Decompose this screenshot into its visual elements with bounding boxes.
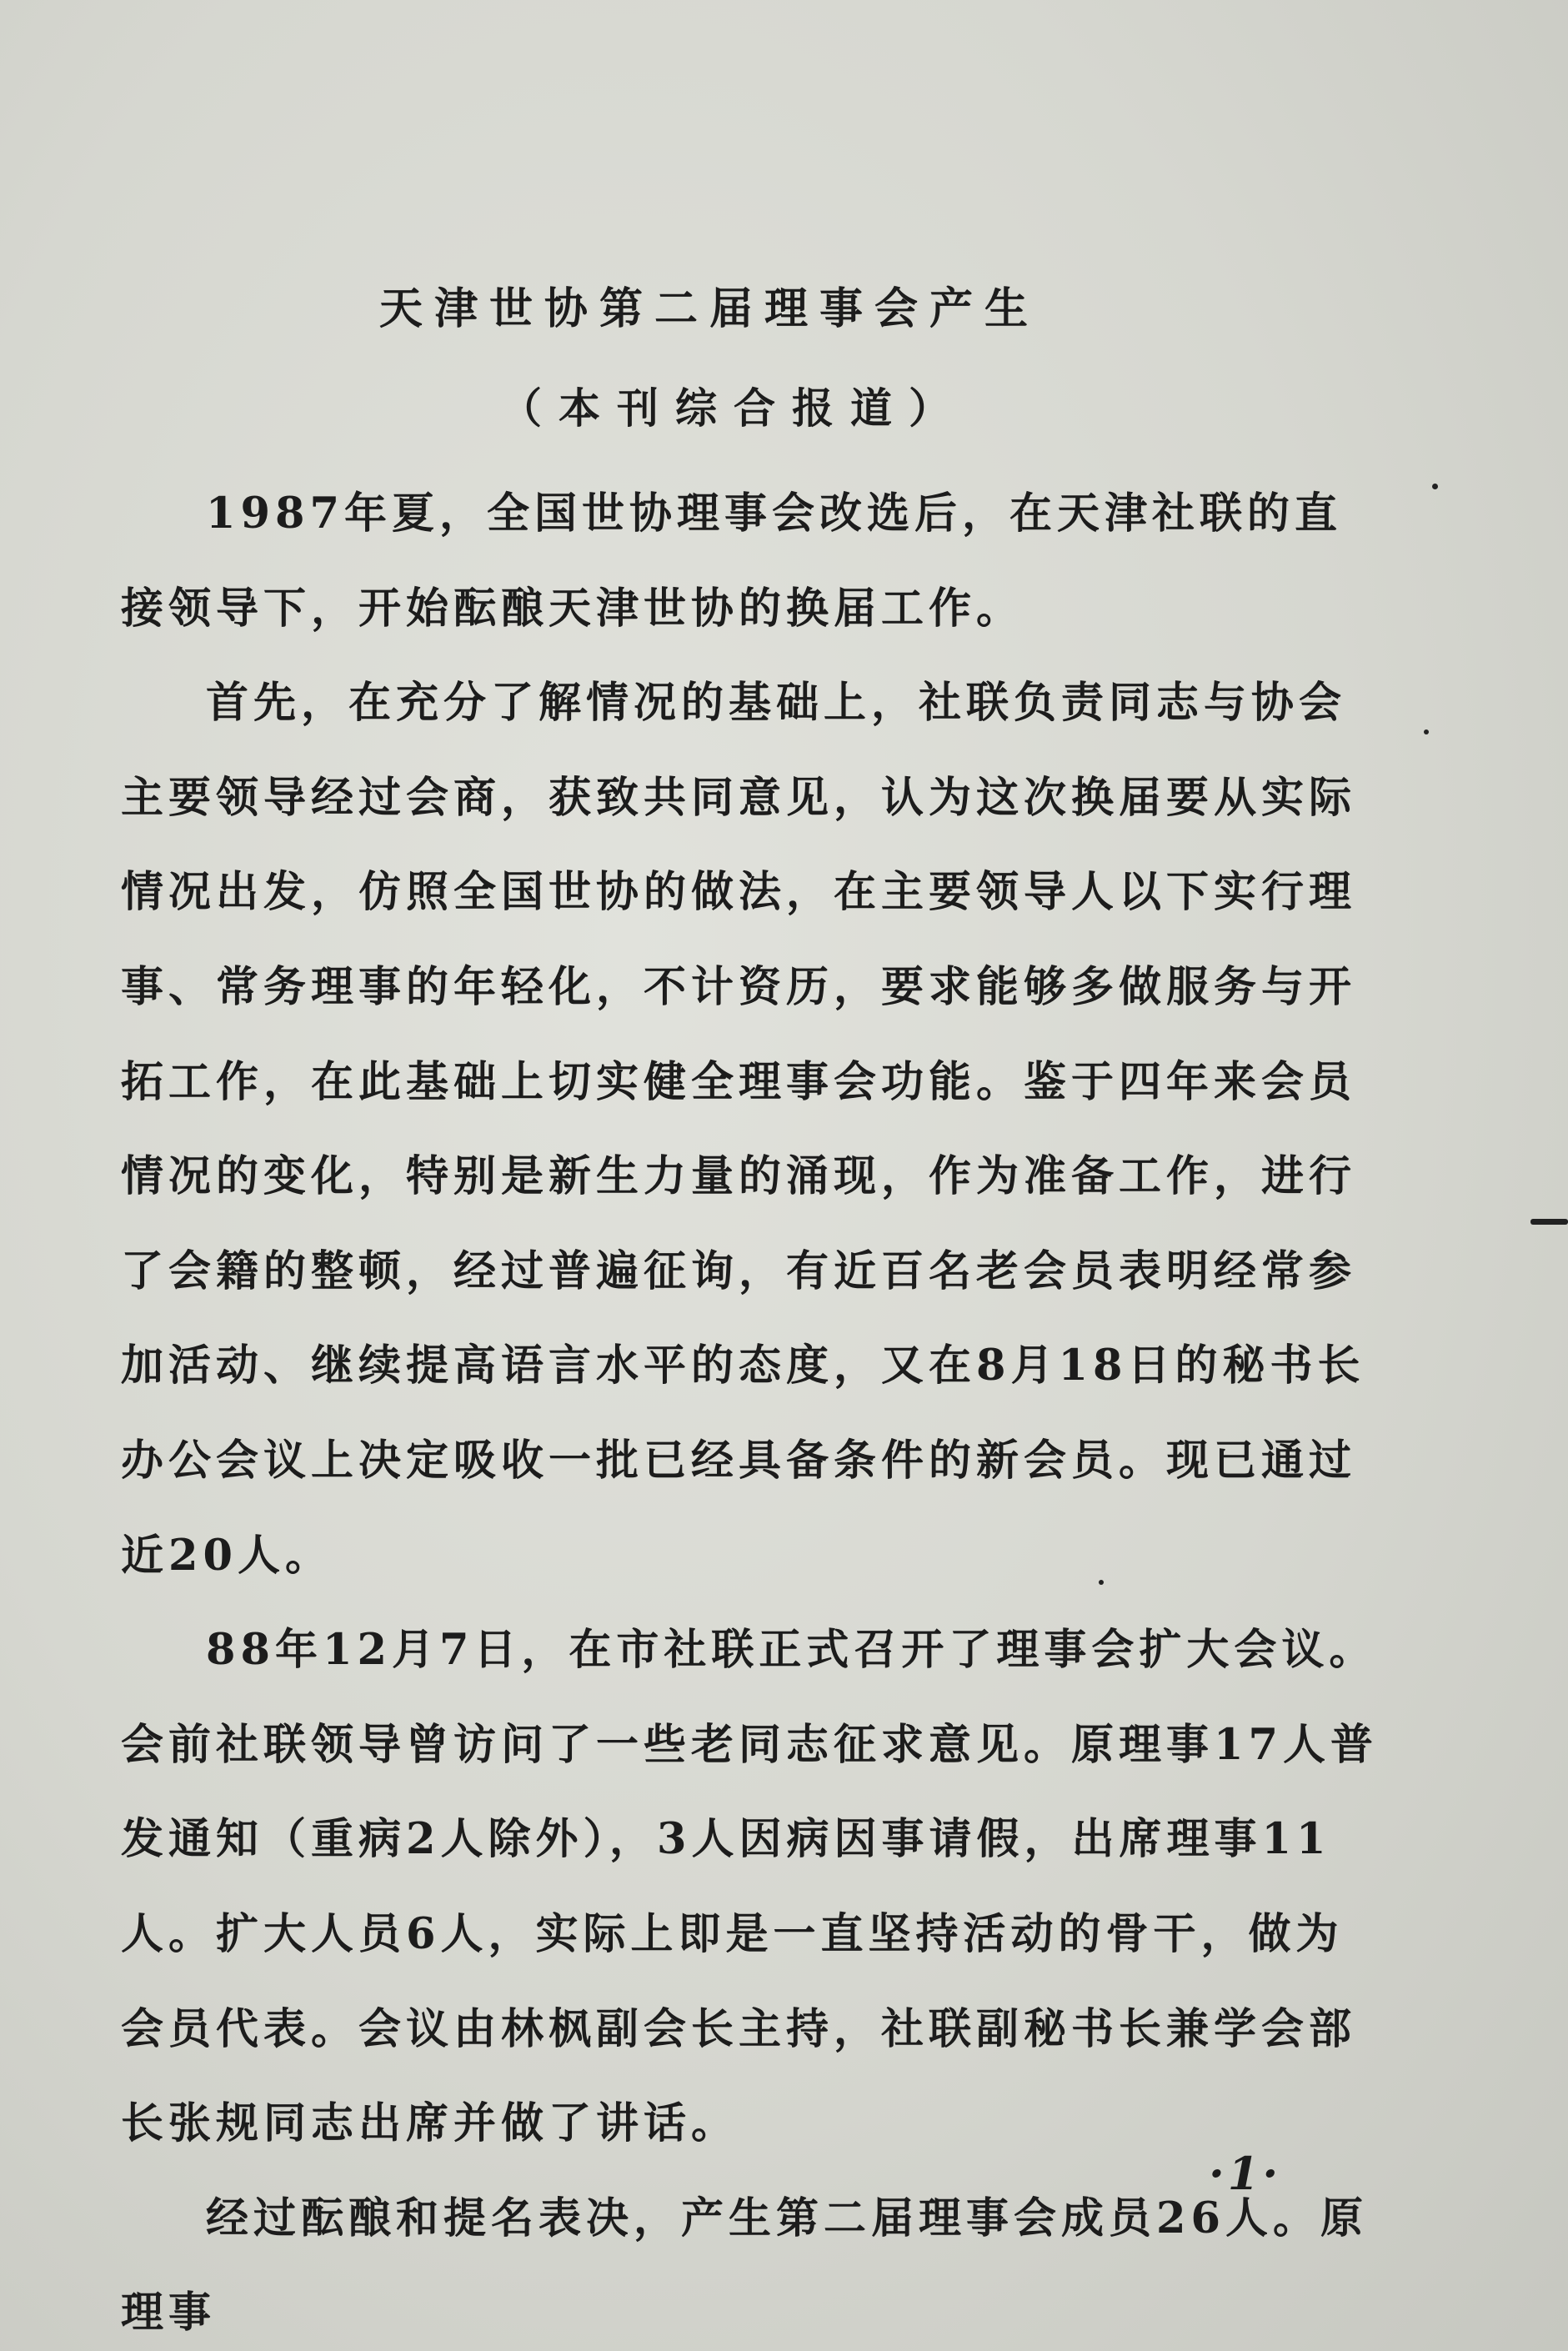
ink-mark [1530, 1219, 1568, 1225]
paragraph: 经过酝酿和提名表决，产生第二届理事会成员26人。原理事 [121, 2193, 1368, 2338]
page-number: ·1· [1209, 2147, 1282, 2200]
article-subtitle: （本刊综合报道） [500, 383, 967, 433]
ink-speck [1432, 484, 1438, 489]
paragraph: 首先，在充分了解情况的基础上，社联负责同志与协会主要领导经过会商，获致共同意见，认为这次换届要从实际情况出发，仿照全国世协的做法，在主要领导人以下实行理事、常务理事的年轻化，不计资历，要求能够多做服务与开拓工作，在此基础上切实健全理事会功能。鉴于四年来会员情况的变化，特别是新生力量的涌现，作为准备工作，进行了会籍的整顿，经过普遍征询，有近百名老会员表明经常参加活动、继续提高语言水平的态度，又在8月18日的秘书长办公会议上决定吸收一批已经具备条件的新会员。现已通过近20人。 [121, 678, 1365, 1581]
paragraph: 1987年夏，全国世协理事会改选后，在天津社联的直接领导下，开始酝酿天津世协的换届工作。 [121, 489, 1342, 634]
article-body [121, 467, 1380, 2351]
ink-speck [1424, 729, 1429, 734]
ink-speck [1099, 1580, 1104, 1585]
paragraph: 88年12月7日，在市社联正式召开了理事会扩大会议。会前社联领导曾访问了一些老同志征求意见。原理事17人普发通知（重病2人除外），3人因病因事请假，出席理事11人。扩大人员6人，实际上即是一直坚持活动的骨干，做为会员代表。会议由林枫副会长主持，社联副秘书长兼学会部长张规同志出席并做了讲话。 [121, 1625, 1378, 2149]
article-title: 天津世协第二届理事会产生 [379, 283, 1040, 334]
